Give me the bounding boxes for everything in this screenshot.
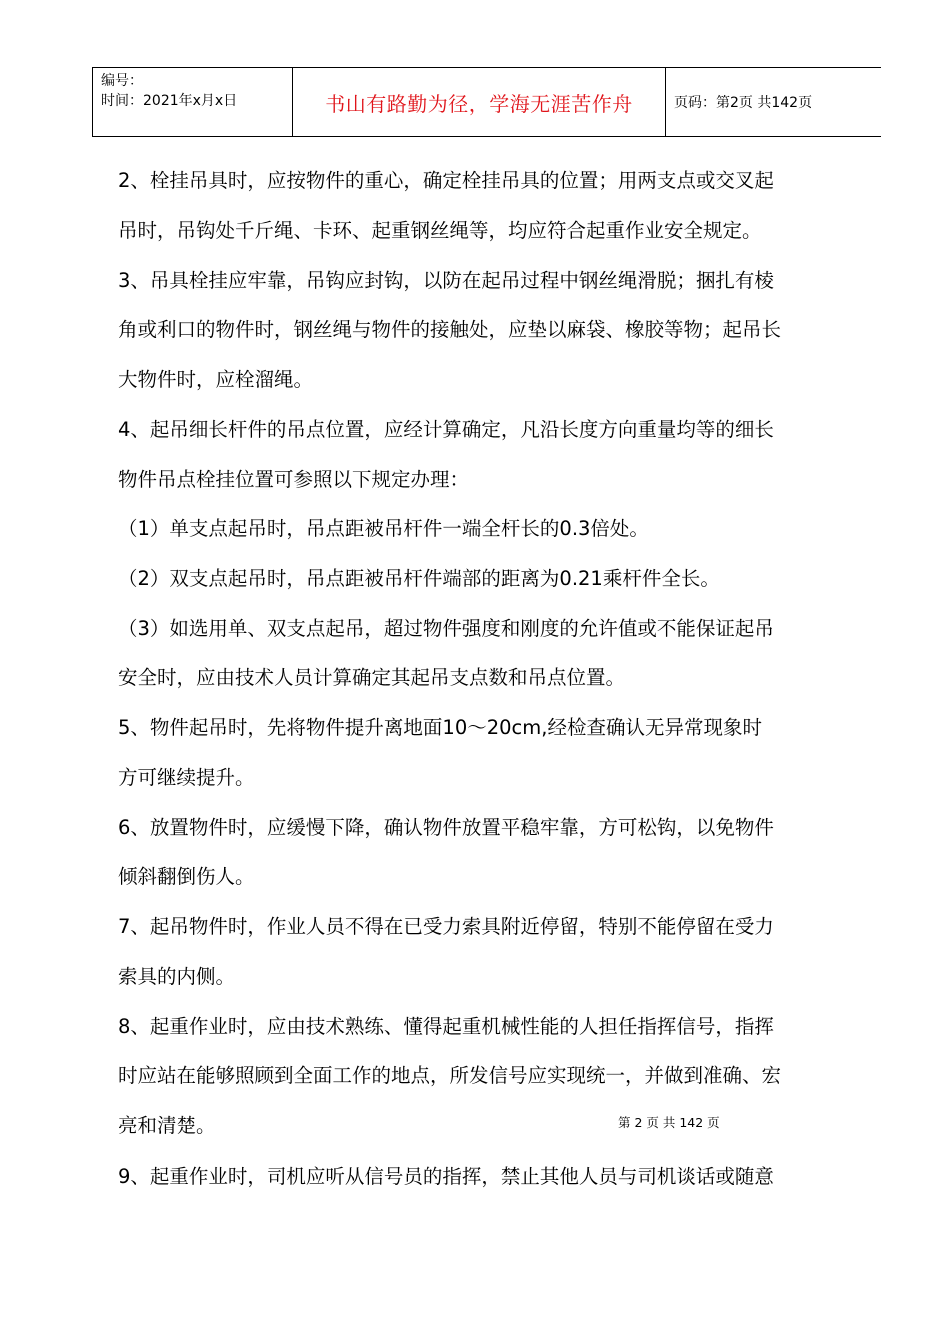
body-line: （1）单支点起吊时，吊点距被吊杆件一端全杆长的0.3倍处。 — [118, 517, 649, 540]
document-time-label: 时间：2021年x月x日 — [101, 93, 238, 109]
body-line: 8、起重作业时，应由技术熟练、懂得起重机械性能的人担任指挥信号，指挥 — [118, 1015, 774, 1038]
body-line: 3、吊具栓挂应牢靠，吊钩应封钩，以防在起吊过程中钢丝绳滑脱；捆扎有棱 — [118, 269, 774, 292]
header-page-cell — [666, 68, 881, 136]
body-line: 方可继续提升。 — [118, 766, 255, 789]
body-line: 6、放置物件时，应缓慢下降，确认物件放置平稳牢靠，方可松钩，以免物件 — [118, 816, 774, 839]
body-line: （2）双支点起吊时，吊点距被吊杆件端部的距离为0.21乘杆件全长。 — [118, 567, 720, 590]
body-line: 2、栓挂吊具时，应按物件的重心，确定栓挂吊具的位置；用两支点或交叉起 — [118, 169, 774, 192]
body-line: 7、起吊物件时，作业人员不得在已受力索具附近停留，特别不能停留在受力 — [118, 915, 774, 938]
body-line: （3）如选用单、双支点起吊，超过物件强度和刚度的允许值或不能保证起吊 — [118, 617, 774, 640]
header-meta-cell — [92, 68, 293, 136]
header-motto-cell — [293, 68, 666, 136]
body-line: 角或利口的物件时，钢丝绳与物件的接触处，应垫以麻袋、橡胶等物；起吊长 — [118, 318, 782, 341]
header-table — [92, 67, 881, 137]
body-line: 索具的内侧。 — [118, 965, 236, 988]
document-number-label: 编号： — [101, 73, 143, 89]
body-line: 5、物件起吊时，先将物件提升离地面10～20cm,经检查确认无异常现象时 — [118, 716, 762, 739]
body-line: 亮和清楚。 — [118, 1114, 216, 1137]
body-line: 倾斜翻倒伤人。 — [118, 865, 255, 888]
body-line: 时应站在能够照顾到全面工作的地点，所发信号应实现统一，并做到准确、宏 — [118, 1064, 782, 1087]
body-line: 4、起吊细长杆件的吊点位置，应经计算确定，凡沿长度方向重量均等的细长 — [118, 418, 774, 441]
footer-page-number: 第 2 页 共 142 页 — [618, 1115, 720, 1130]
body-line: 物件吊点栓挂位置可参照以下规定办理： — [118, 468, 470, 491]
header-page-info: 页码：第2页 共142页 — [674, 95, 813, 111]
body-line: 大物件时，应栓溜绳。 — [118, 368, 314, 391]
header-motto: 书山有路勤为径，学海无涯苦作舟 — [325, 91, 633, 116]
body-line: 9、起重作业时，司机应听从信号员的指挥，禁止其他人员与司机谈话或随意 — [118, 1165, 774, 1188]
body-line: 吊时，吊钩处千斤绳、卡环、起重钢丝绳等，均应符合起重作业安全规定。 — [118, 219, 762, 242]
page-footer — [0, 1113, 950, 1131]
body-line: 安全时，应由技术人员计算确定其起吊支点数和吊点位置。 — [118, 666, 626, 689]
